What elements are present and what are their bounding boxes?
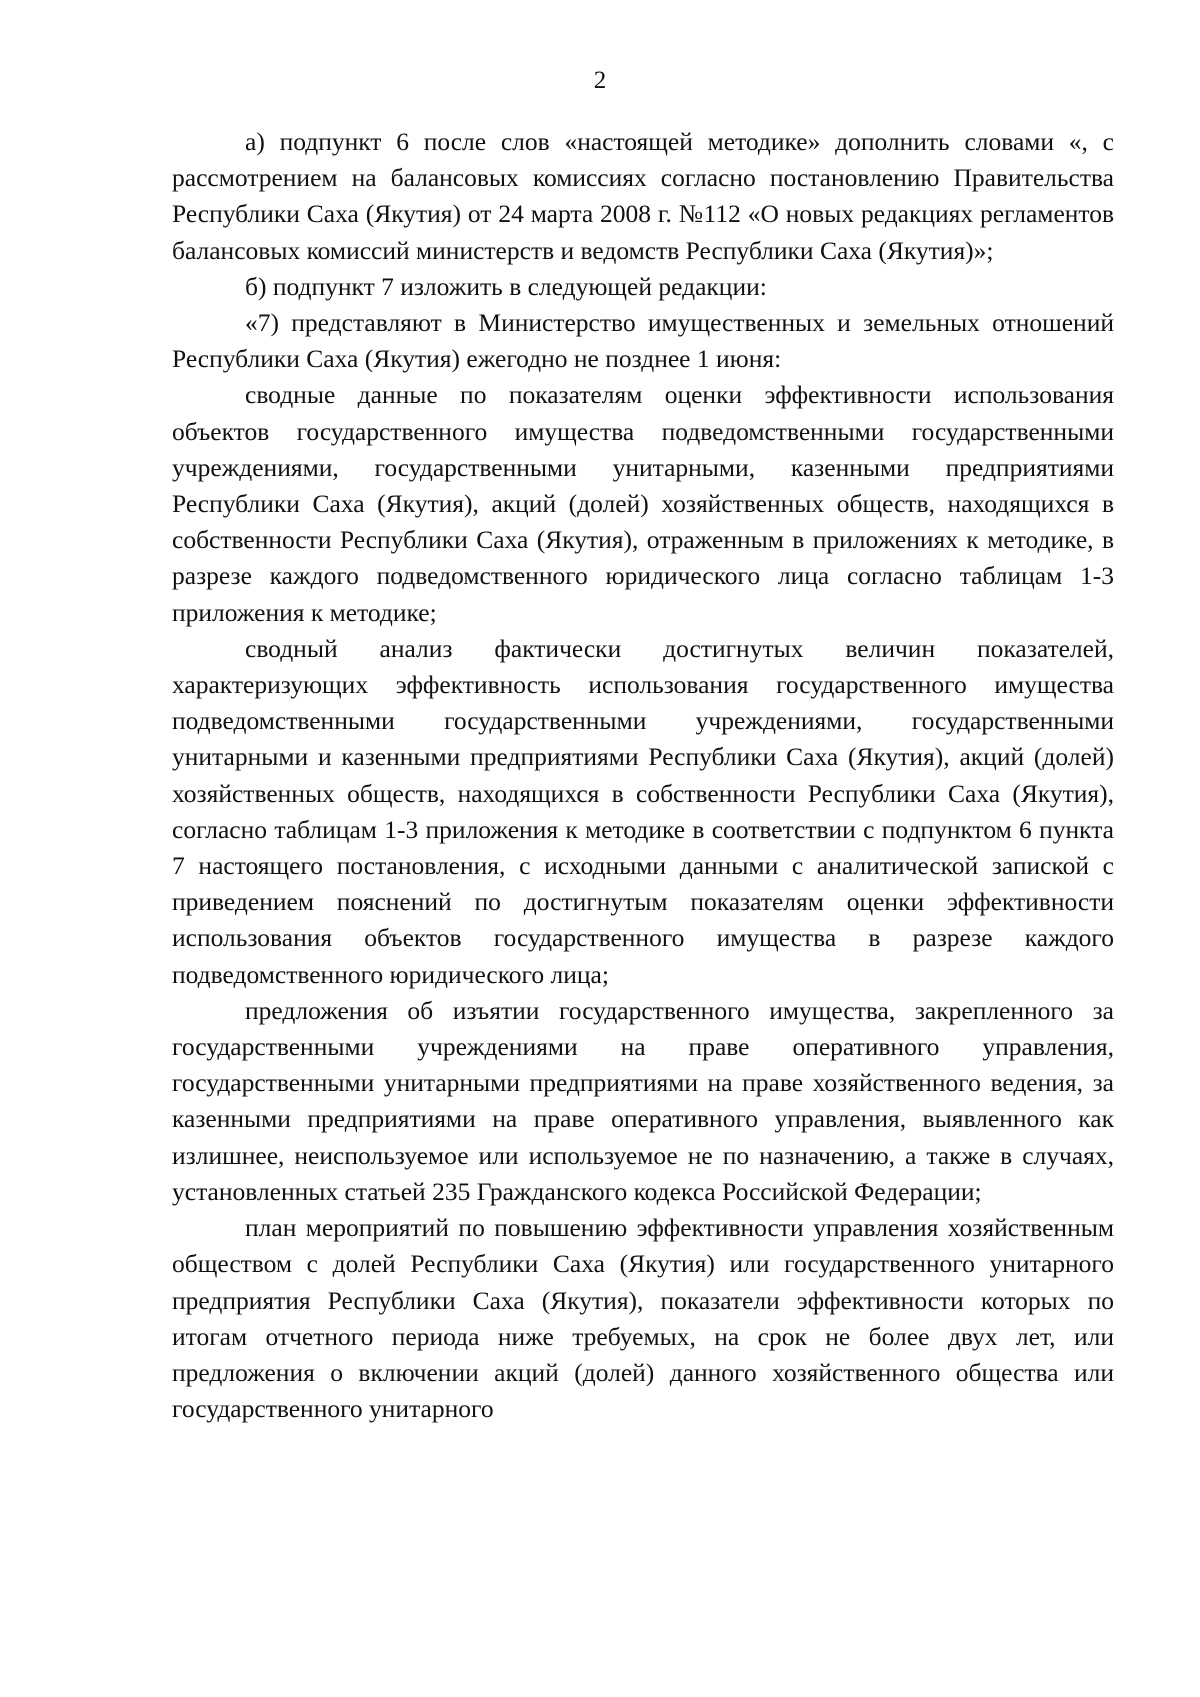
page-number: 2 <box>593 67 607 94</box>
paragraph-subitem-a: а) подпункт 6 после слов «настоящей методике» дополнить словами «, с рассмотрением на балансовых комиссиях согласно постановлению Правительства Республики Саха (Якутия) от 24 марта 2008 г. №112 «О новых редакциях регламентов балансовых комиссий министерств и ведомств Республики Саха (Якутия)»; <box>172 127 1114 265</box>
paragraph-summary-data: сводные данные по показателям оценки эффективности использования объектов государственного имущества подведомственными государственными учреждениями, государственными унитарными, казенными предприятиями Республики Саха (Якутия), акций (долей) хозяйственных обществ, находящихся в собственности Республики Саха (Якутия), отраженным в приложениях к методике, в разрезе каждого подведомственного юридического лица согласно таблицам 1-3 приложения к методике; <box>172 380 1114 627</box>
document-body <box>172 124 1114 1427</box>
paragraph-item-7-intro: «7) представляют в Министерство имущественных и земельных отношений Республики Саха (Якутия) ежегодно не позднее 1 июня: <box>172 308 1114 374</box>
paragraph-withdrawal-proposals: предложения об изъятии государственного имущества, закрепленного за государственными учреждениями на праве оперативного управления, государственными унитарными предприятиями на праве хозяйственного ведения, за казенными предприятиями на праве оперативного управления, выявленного как излишнее, неиспользуемое или используемое не по назначению, а также в случаях, установленных статьей 235 Гражданского кодекса Российской Федерации; <box>172 995 1114 1206</box>
paragraph-action-plan: план мероприятий по повышению эффективности управления хозяйственным обществом с долей Республики Саха (Якутия) или государственного унитарного предприятия Республики Саха (Якутия), показатели эффективности которых по итогам отчетного периода ниже требуемых, на срок не более двух лет, или предложения о включении акций (долей) данного хозяйственного общества или государственного унитарного <box>172 1213 1114 1424</box>
paragraph-subitem-b: б) подпункт 7 изложить в следующей редакции: <box>245 271 767 301</box>
paragraph-summary-analysis: сводный анализ фактически достигнутых величин показателей, характеризующих эффективность использования государственного имущества подведомственными государственными учреждениями, государственными унитарными и казенными предприятиями Республики Саха (Якутия), акций (долей) хозяйственных обществ, находящихся в собственности Республики Саха (Якутия), согласно таблицам 1-3 приложения к методике в соответствии с подпунктом 6 пункта 7 настоящего постановления, с исходными данными с аналитической запиской с приведением пояснений по достигнутым показателям оценки эффективности использования объектов государственного имущества в разрезе каждого подведомственного юридического лица; <box>172 633 1114 989</box>
